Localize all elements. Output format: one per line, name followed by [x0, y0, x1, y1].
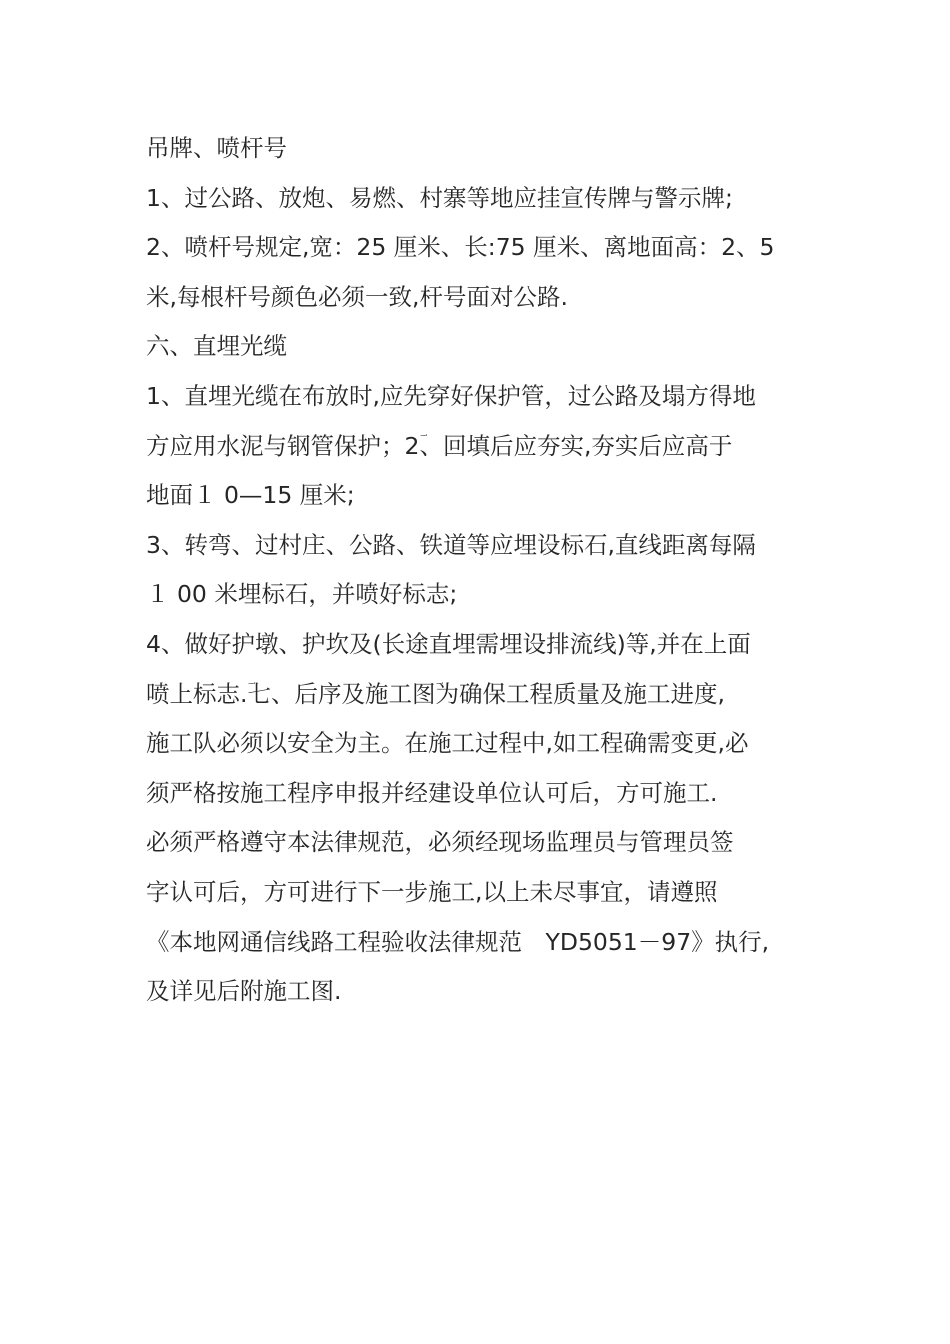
paragraph-line: 米,每根杆号颜色必须一致,杆号面对公路. [146, 282, 568, 311]
paragraph-line: 须严格按施工程序申报并经建设单位认可后，方可施工. [146, 778, 718, 807]
paragraph-line: 施工队必须以安全为主。在施工过程中,如工程确需变更,必 [146, 729, 749, 758]
paragraph-line: 字认可后，方可进行下一步施工,以上未尽事宜，请遵照 [146, 877, 718, 906]
paragraph-line: 2、喷杆号规定,宽：25 厘米、长:75 厘米、离地面高：2、5 [146, 233, 775, 262]
section-heading-direct-buried-cable: 六、直埋光缆 [146, 332, 287, 361]
document-body [146, 124, 826, 1017]
paragraph-line: １ 00 米埋标石，并喷好标志; [146, 580, 458, 609]
paragraph-line: 及详见后附施工图. [146, 977, 342, 1006]
paragraph-line: 地面１ 0—15 厘米; [146, 481, 355, 510]
paragraph-line: 1、过公路、放炮、易燃、村寨等地应挂宣传牌与警示牌; [146, 183, 733, 212]
section-heading-hanging-sign: 吊牌、喷杆号 [146, 134, 287, 162]
paragraph-line: 4、做好护墩、护坎及(长途直埋需埋设排流线)等,并在上面 [146, 629, 751, 658]
paragraph-line: 方应用水泥与钢管保护；2ؔ、回填后应夯实,夯实后应高于 [146, 431, 733, 460]
paragraph-line: 喷上标志.ؔ七、后序及施工图ؔ为确保工程质量及施工进度, [146, 679, 725, 708]
paragraph-line: 必须严格遵守本法律规范，必须经现场监理员与管理员签 [146, 828, 734, 857]
paragraph-line: 1、直埋光缆在布放时,应先穿好保护管，过公路及塌方得地 [146, 381, 756, 410]
paragraph-line: 3、转弯、过村庄、公路、铁道等应埋设标石,直线距离每隔 [146, 530, 756, 559]
paragraph-line: 《本地网通信线路工程验收法律规范 YD5051－97》执行, [146, 927, 770, 956]
